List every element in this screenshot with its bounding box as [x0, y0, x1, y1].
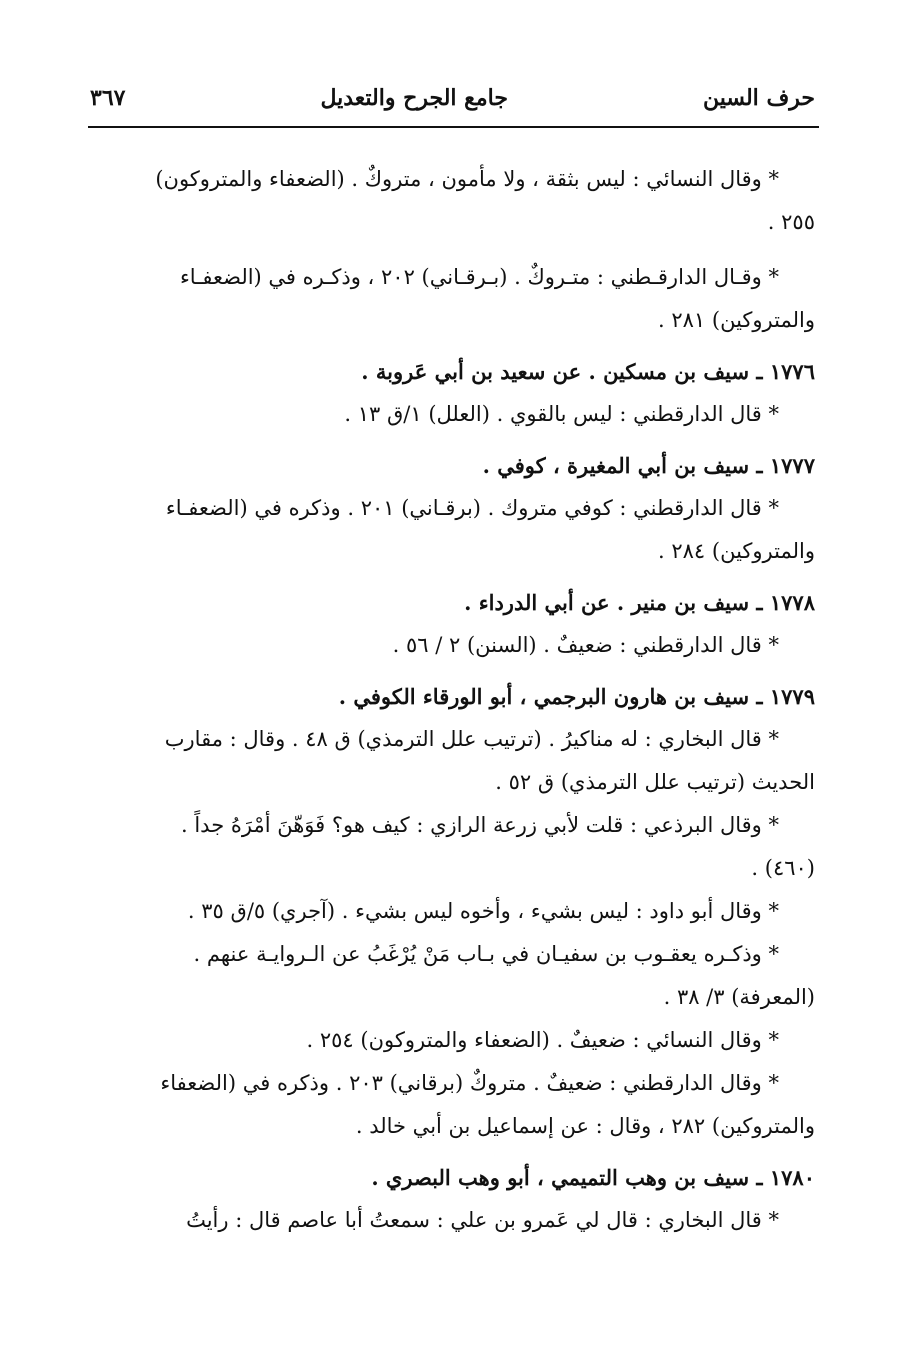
text-line: والمتروكين) ٢٨١ . [658, 308, 815, 332]
text-line: * قال الدارقطني : كوفي متروك . (برقـاني) ٢٠١ . وذكره في (الضعفـاء [165, 496, 779, 520]
entry-heading: ١٧٧٧ ـ سيف بن أبي المغيرة ، كوفي . [482, 453, 815, 478]
text-line: ٢٥٥ . [767, 210, 815, 234]
text-line: * وقال البرذعي : قلت لأبي زرعة الرازي : كيف هو؟ فَوَهّنَ أمْرَهُ جداً . [181, 813, 779, 837]
page-number: ٣٦٧ [90, 85, 126, 111]
text-line: * قال الدارقطني : ليس بالقوي . (العلل) ١/ق ١٣ . [344, 402, 779, 426]
text-line: * وقال النسائي : ليس بثقة ، ولا مأمون ، متروكٌ . (الضعفاء والمتروكون) [155, 167, 779, 191]
text-line: * وقال أبو داود : ليس بشيء ، وأخوه ليس بشيء . (آجري) ٥/ق ٣٥ . [187, 899, 779, 923]
entry-heading: ١٧٧٩ ـ سيف بن هارون البرجمي ، أبو الورقاء الكوفي . [338, 684, 815, 709]
text-line: * قال البخاري : له مناكيرُ . (ترتيب علل الترمذي) ق ٤٨ . وقال : مقارب [164, 727, 779, 751]
page-header [90, 78, 815, 118]
text-line: * وقال الدارقطني : ضعيفٌ . متروكٌ (برقاني) ٢٠٣ . وذكره في (الضعفاء [160, 1071, 779, 1095]
text-line: * قال البخاري : قال لي عَمرو بن علي : سمعتُ أبا عاصم قال : رأيتُ [186, 1208, 779, 1232]
text-line: والمتروكين) ٢٨٢ ، وقال : عن إسماعيل بن أبي خالد . [355, 1114, 815, 1138]
text-line: * وقـال الدارقـطني : متـروكٌ . (بـرقـاني) ٢٠٢ ، وذكـره في (الضعفـاء [179, 265, 779, 289]
text-line: * وقال النسائي : ضعيفٌ . (الضعفاء والمتروكون) ٢٥٤ . [306, 1028, 779, 1052]
text-line: (المعرفة) ٣/ ٣٨ . [663, 985, 815, 1009]
page-body [96, 158, 815, 1242]
entry-heading: ١٧٨٠ ـ سيف بن وهب التميمي ، أبو وهب البصري . [371, 1165, 815, 1190]
text-line: الحديث (ترتيب علل الترمذي) ق ٥٢ . [495, 770, 815, 794]
text-line: والمتروكين) ٢٨٤ . [658, 539, 815, 563]
section-title: حرف السين [702, 85, 815, 111]
text-line: * قال الدارقطني : ضعيفٌ . (السنن) ٢ / ٥٦ . [392, 633, 779, 657]
text-line: (٤٦٠) . [751, 856, 815, 880]
book-title: جامع الجرح والتعديل [320, 85, 508, 111]
entry-heading: ١٧٧٨ ـ سيف بن منير . عن أبي الدرداء . [464, 590, 815, 615]
text-line: * وذكـره يعقـوب بن سفيـان في بـاب مَنْ يُرْغَبُ عن الـروايـة عنهم . [193, 942, 779, 966]
entry-heading: ١٧٧٦ ـ سيف بن مسكين . عن سعيد بن أبي عَروبة . [361, 359, 815, 384]
header-divider [88, 126, 819, 128]
